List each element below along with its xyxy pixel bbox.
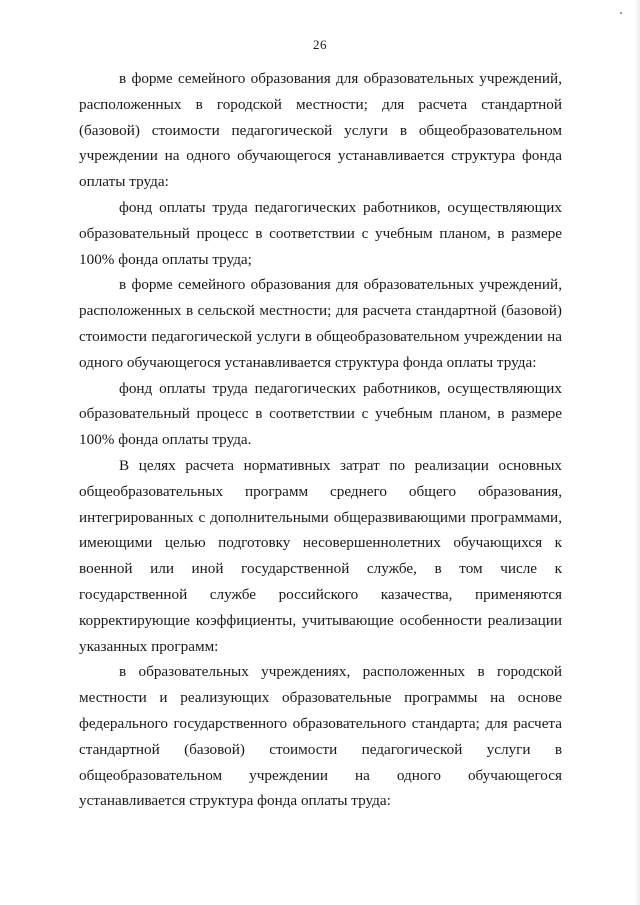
page-edge-shadow: [634, 0, 640, 905]
paragraph-family-education-urban: в форме семейного образования для образовательных учреждений, расположенных в городской местности; для расчета стандартной (базовой) стоимости педагогической услуги в общеобразовательном учреждении на одного обучающегося устанавливается структура фонда оплаты труда:: [79, 70, 562, 191]
page-number: 26: [313, 37, 327, 52]
scan-speck: [620, 12, 622, 14]
paragraph-family-education-rural: в форме семейного образования для образовательных учреждений, расположенных в сельской местности; для расчета стандартной (базовой) стоимости педагогической услуги в общеобразовательном учреждении на одного обучающегося устанавливается структура фонда оплаты труда:: [79, 276, 562, 371]
paragraph-urban-institutions: в образовательных учреждениях, расположенных в городской местности и реализующих образовательные программы на основе федерального государственного образовательного стандарта; для расчета стандартной (базовой) стоимости педагогической услуги в общеобразовательном учреждении на одного обучающегося устанавливается структура фонда оплаты труда:: [79, 663, 562, 810]
paragraph-correction-coefficients: В целях расчета нормативных затрат по реализации основных общеобразовательных программ среднего общего образования, интегрированных с дополнительными общеразвивающими программами, имеющими целью подготовку несовершеннолетних обучающихся к военной или иной государственной службе, в том числе к государственной службе российского казачества, применяются корректирующие коэффициенты, учитывающие особенности реализации указанных программ:: [79, 456, 562, 655]
paragraph-payroll-fund-2: фонд оплаты труда педагогических работников, осуществляющих образовательный процесс в соответствии с учебным планом, в размере 100% фонда оплаты труда.: [79, 379, 562, 449]
document-body: [79, 66, 562, 814]
paragraph-payroll-fund-1: фонд оплаты труда педагогических работников, осуществляющих образовательный процесс в соответствии с учебным планом, в размере 100% фонда оплаты труда;: [79, 198, 562, 268]
